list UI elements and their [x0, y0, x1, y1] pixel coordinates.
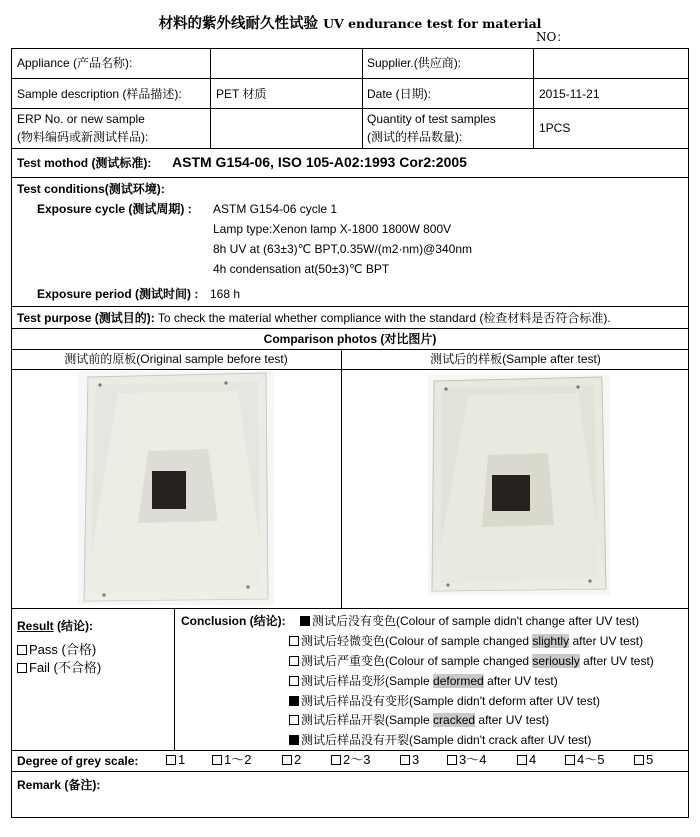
appliance-label: Appliance (产品名称): — [17, 56, 133, 70]
title-en: UV endurance test for material — [323, 16, 542, 31]
test-purpose-label: Test purpose (测试目的): — [17, 311, 155, 325]
cycle-line-4: 4h condensation at(50±3)℃ BPT — [213, 262, 390, 276]
cycle-line-1: ASTM G154-06 cycle 1 — [213, 202, 338, 216]
conclusion-label: Conclusion (结论): — [181, 614, 286, 628]
grey-scale-checkbox[interactable] — [634, 755, 644, 765]
conclusion-option[interactable] — [289, 732, 591, 748]
grey-scale-option[interactable] — [400, 752, 419, 768]
conclusion-text: 测试后样品没有变形(Sample didn't deform after UV test) — [301, 694, 601, 708]
conclusion-keyword: deformed — [433, 674, 484, 688]
conclusion-keyword: slightly — [532, 634, 570, 648]
cycle-line-2: Lamp type:Xenon lamp X-1800 1800W 800V — [213, 222, 452, 236]
quantity-value: 1PCS — [539, 121, 571, 135]
exposure-period-value: 168 h — [210, 287, 241, 301]
no-label: NO： — [536, 30, 569, 44]
conclusion-option[interactable] — [289, 712, 549, 728]
grey-scale-value: 5 — [646, 752, 654, 767]
row-divider — [11, 148, 689, 149]
fail-checkbox[interactable] — [17, 663, 27, 673]
grey-scale-option[interactable] — [517, 752, 536, 768]
document-title — [0, 12, 700, 33]
test-purpose — [17, 310, 611, 326]
title-cn: 材料的紫外线耐久性试验 — [158, 15, 319, 32]
col-divider — [341, 349, 342, 608]
conclusion-checkbox[interactable] — [289, 715, 299, 725]
comparison-photos-header: Comparison photos (对比图片) — [263, 332, 437, 346]
row-divider — [11, 750, 689, 751]
conclusion-checkbox[interactable] — [289, 696, 299, 706]
remark-label: Remark (备注): — [17, 778, 101, 792]
quantity-label-line2: (测试的样品数量): — [367, 130, 463, 144]
grey-scale-checkbox[interactable] — [400, 755, 410, 765]
fail-label: Fail (不合格) — [29, 660, 102, 675]
grey-scale-value: 2～3 — [343, 752, 371, 767]
date-label: Date (日期): — [367, 87, 432, 101]
grey-scale-value: 1～2 — [224, 752, 252, 767]
grey-scale-checkbox[interactable] — [331, 755, 341, 765]
sample-description-label: Sample description (样品描述): — [17, 87, 182, 101]
result-label-en: Result — [17, 619, 54, 633]
grey-scale-checkbox[interactable] — [447, 755, 457, 765]
conclusion-text: 测试后没有变色(Colour of sample didn't change after UV test) — [312, 614, 640, 628]
col-divider — [362, 48, 363, 148]
pass-checkbox[interactable] — [17, 645, 27, 655]
conclusion-text-end: after UV test) — [483, 674, 558, 688]
fail-option[interactable] — [17, 660, 101, 676]
row-divider — [11, 108, 689, 109]
grey-scale-checkbox[interactable] — [565, 755, 575, 765]
conclusion-text: 测试后样品没有开裂(Sample didn't crack after UV test) — [301, 733, 592, 747]
col-divider — [533, 48, 534, 148]
conclusion-text: 测试后样品开裂(Sample — [301, 713, 434, 727]
test-method-value: ASTM G154-06, ISO 105-A02:1993 Cor2:2005 — [172, 154, 467, 170]
grey-scale-checkbox[interactable] — [517, 755, 527, 765]
grey-scale-checkbox[interactable] — [282, 755, 292, 765]
conclusion-keyword: seriously — [532, 654, 580, 668]
result-label — [17, 618, 93, 634]
conclusion-option[interactable] — [300, 613, 639, 629]
grey-scale-checkbox[interactable] — [166, 755, 176, 765]
conclusion-option[interactable] — [289, 673, 558, 689]
row-divider — [11, 608, 689, 609]
after-sample-photo — [428, 375, 610, 595]
grey-scale-label: Degree of grey scale: — [17, 754, 139, 768]
row-divider — [11, 306, 689, 307]
grey-scale-value: 4～5 — [577, 752, 605, 767]
grey-scale-value: 3 — [412, 752, 420, 767]
erp-label-line1: ERP No. or new sample — [17, 112, 145, 126]
conclusion-text-end: after UV test) — [475, 713, 550, 727]
col-divider — [174, 608, 175, 750]
grey-scale-value: 1 — [178, 752, 186, 767]
grey-scale-option[interactable] — [447, 752, 486, 768]
conclusion-checkbox[interactable] — [289, 656, 299, 666]
grey-scale-value: 3～4 — [459, 752, 487, 767]
supplier-label: Supplier.(供应商): — [367, 56, 462, 70]
grey-scale-checkbox[interactable] — [212, 755, 222, 765]
before-sample-photo — [78, 371, 274, 605]
grey-scale-option[interactable] — [282, 752, 301, 768]
conclusion-checkbox[interactable] — [289, 676, 299, 686]
test-conditions-label: Test conditions(测试环境): — [17, 182, 165, 196]
result-label-cn: (结论): — [53, 619, 94, 633]
grey-scale-value: 2 — [294, 752, 302, 767]
row-divider — [11, 177, 689, 178]
conclusion-text: 测试后样品变形(Sample — [301, 674, 434, 688]
conclusion-option[interactable] — [289, 653, 654, 669]
after-photo-label: 测试后的样板(Sample after test) — [430, 352, 601, 366]
grey-scale-value: 4 — [529, 752, 537, 767]
conclusion-option[interactable] — [289, 633, 643, 649]
conclusion-option[interactable] — [289, 693, 600, 709]
grey-scale-option[interactable] — [565, 752, 604, 768]
pass-option[interactable] — [17, 642, 96, 658]
conclusion-text-end: after UV test) — [569, 634, 644, 648]
row-divider — [11, 78, 689, 79]
conclusion-checkbox[interactable] — [300, 616, 310, 626]
grey-scale-option[interactable] — [634, 752, 653, 768]
quantity-label-line1: Quantity of test samples — [367, 112, 496, 126]
before-photo-label: 测试前的原板(Original sample before test) — [64, 352, 288, 366]
conclusion-checkbox[interactable] — [289, 735, 299, 745]
grey-scale-option[interactable] — [212, 752, 251, 768]
exposure-cycle-label: Exposure cycle (测试周期) : — [37, 202, 192, 216]
pass-label: Pass (合格) — [29, 642, 97, 657]
grey-scale-option[interactable] — [166, 752, 185, 768]
conclusion-checkbox[interactable] — [289, 636, 299, 646]
row-divider — [11, 328, 689, 329]
test-method-label: Test mothod (测试标准): — [17, 156, 152, 170]
test-purpose-value: To check the material whether compliance with the standard (检查材料是否符合标准). — [157, 311, 611, 325]
row-divider — [11, 771, 689, 772]
conclusion-text-end: after UV test) — [579, 654, 654, 668]
conclusion-text: 测试后严重变色(Colour of sample changed — [301, 654, 533, 668]
sample-description-value: PET 材质 — [216, 87, 267, 101]
erp-label-line2: (物料编码或新测试样品): — [17, 130, 149, 144]
grey-scale-option[interactable] — [331, 752, 370, 768]
exposure-period-label: Exposure period (测试时间) : — [37, 287, 199, 301]
date-value: 2015-11-21 — [539, 87, 600, 101]
row-divider — [11, 349, 689, 350]
conclusion-keyword: cracked — [433, 713, 476, 727]
col-divider — [210, 48, 211, 148]
row-divider — [11, 369, 689, 370]
conclusion-text: 测试后轻微变色(Colour of sample changed — [301, 634, 533, 648]
cycle-line-3: 8h UV at (63±3)℃ BPT,0.35W/(m2·nm)@340nm — [213, 242, 472, 256]
